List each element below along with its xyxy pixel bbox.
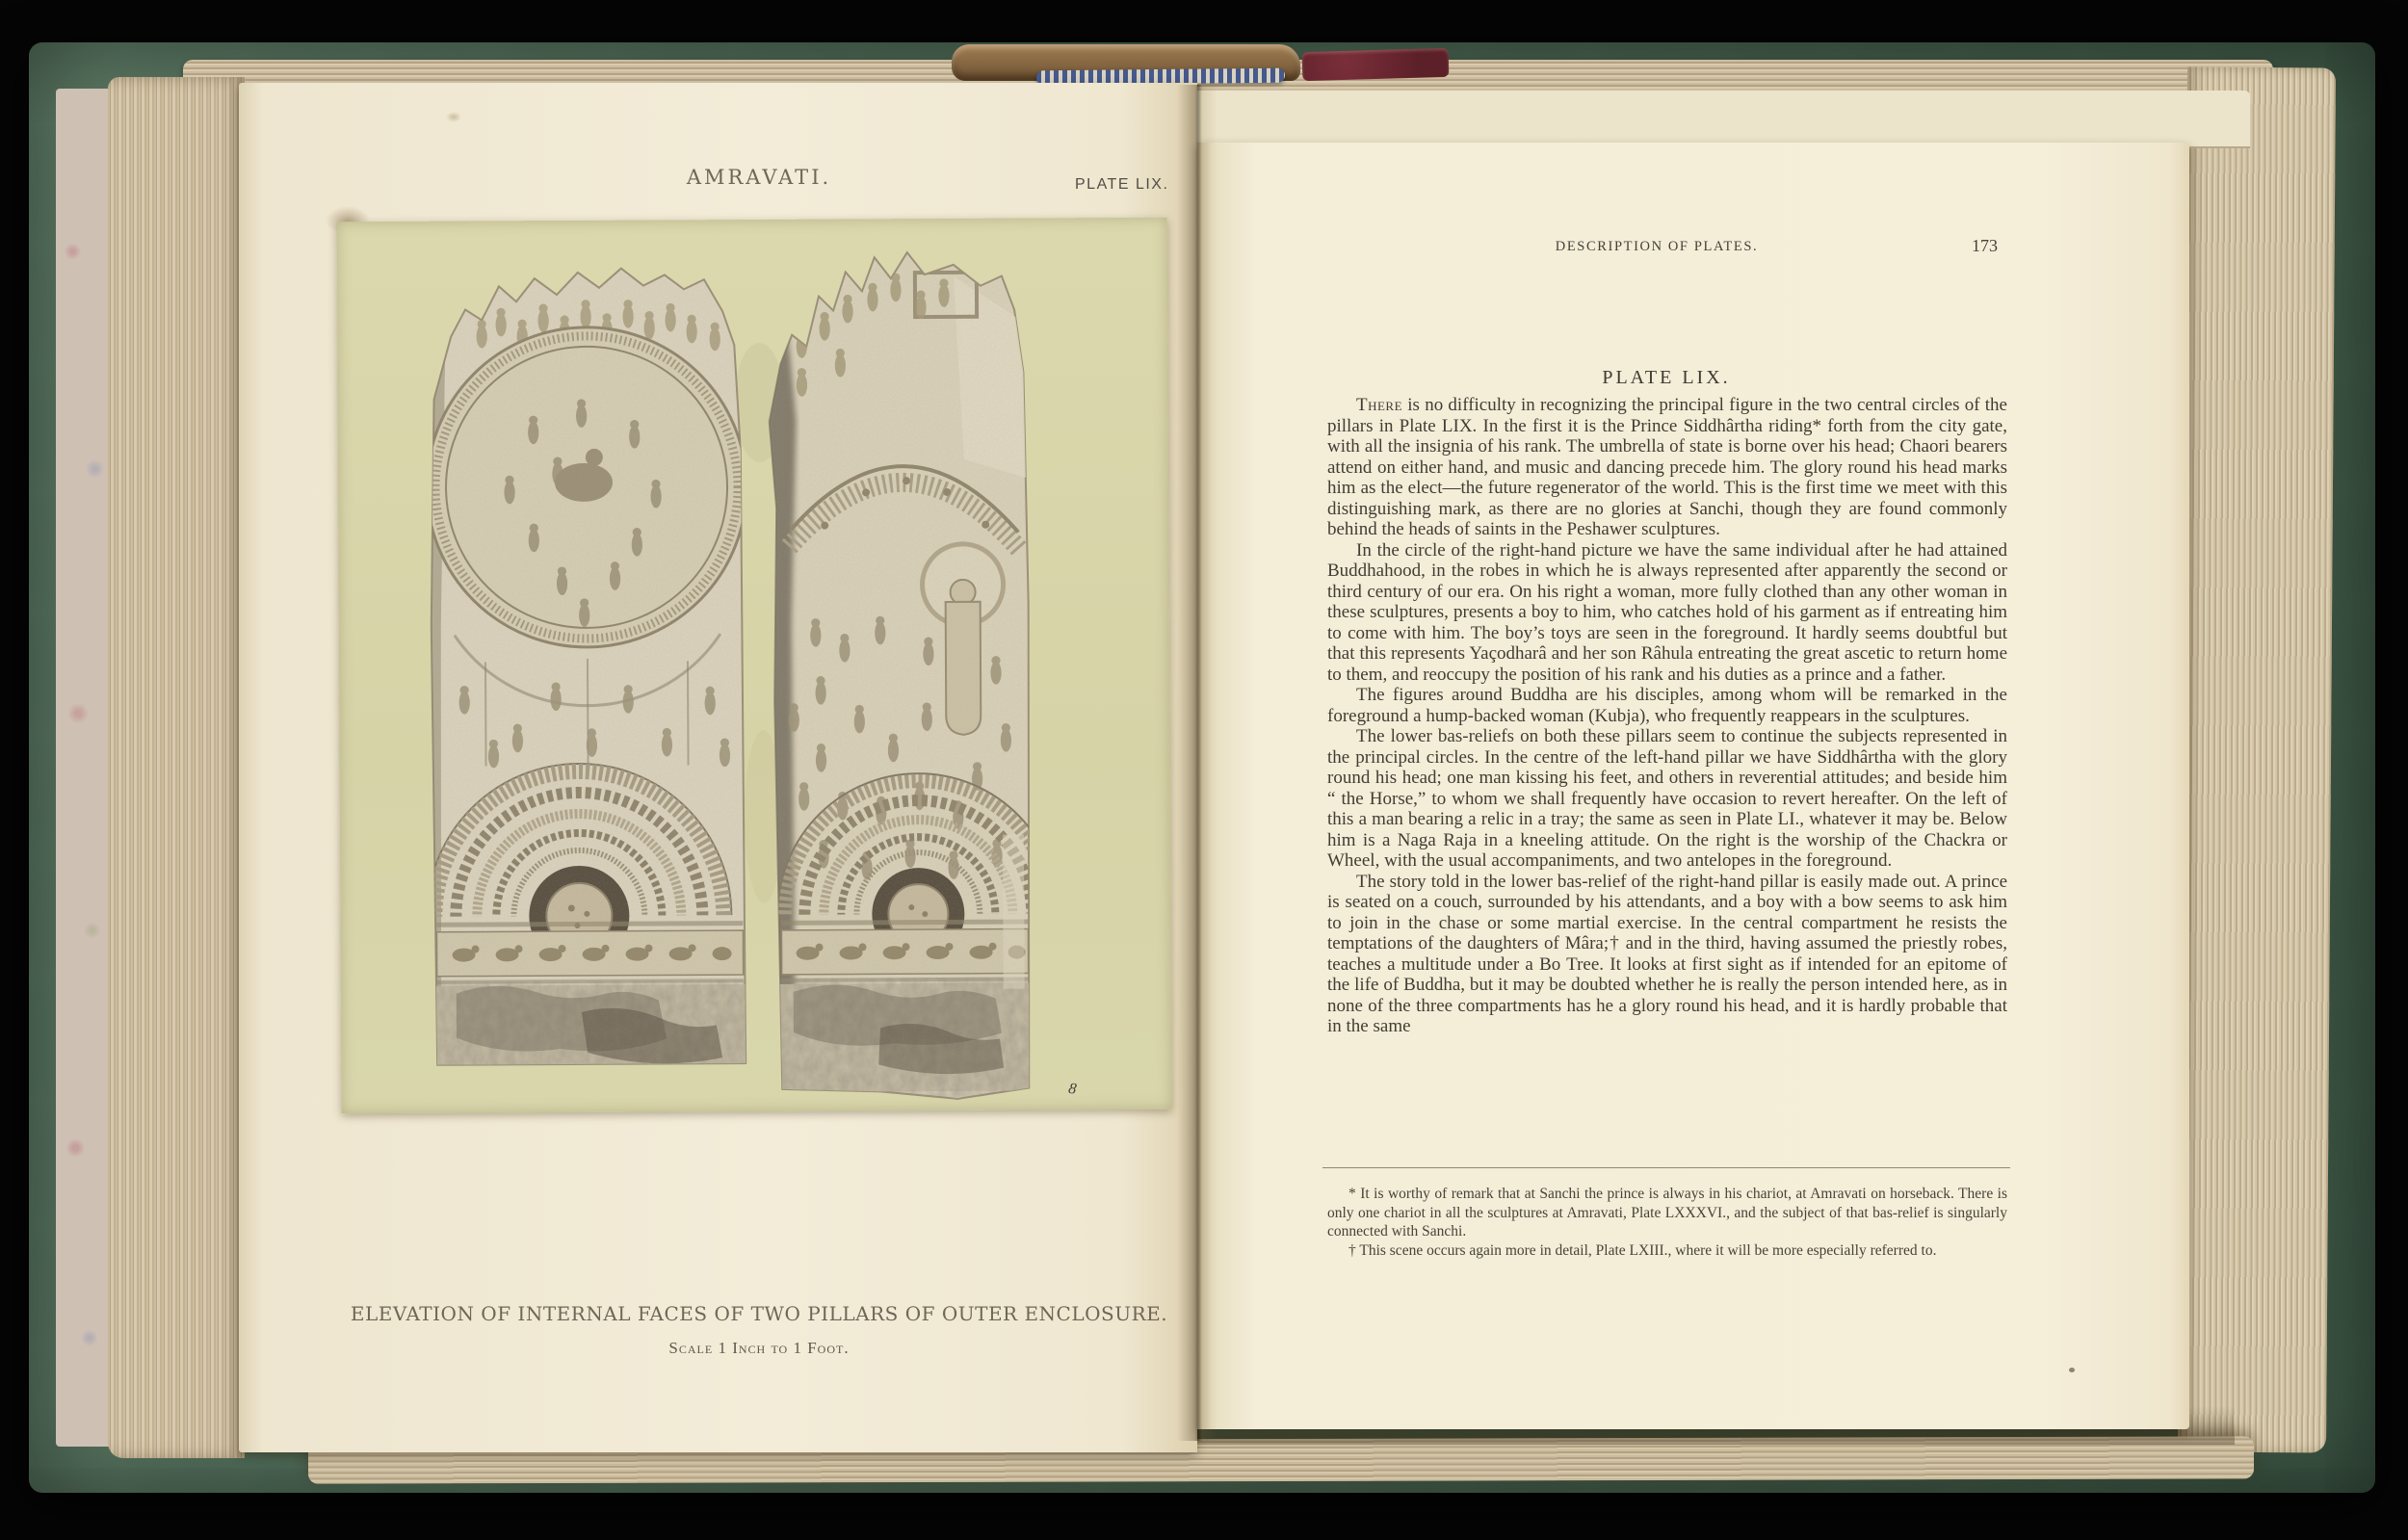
body-text <box>1327 395 2007 1037</box>
left-page-plate-label: PLATE LIX. <box>1075 176 1169 193</box>
paragraph <box>1327 872 2007 1037</box>
right-page <box>1197 143 2189 1429</box>
paragraph-text: The lower bas-reliefs on both these pillars seem to continue the subjects represented in the principal circles. In the centre of the left-hand pillar we have Siddhârtha with the glory round his head; one man kissing his feet, and others in reverential attitudes; and beside him “ the Horse,” to whom we shall frequently have occasion to revert hereafter. On the left of this a man bearing a relic in a tray; the same as seen in Plate LI., whatever it may be. Below him is a Naga Raja in a kneeling attitude. On the right is the worship of the Chackra or Wheel, with the usual accompaniments, and two antelopes in the foreground. <box>1327 726 2007 871</box>
running-header-title: DESCRIPTION OF PLATES. <box>1555 239 1759 254</box>
marbled-endpaper <box>56 89 112 1447</box>
section-heading: PLATE LIX. <box>1602 367 1731 388</box>
foxing-stain <box>446 112 461 122</box>
left-page <box>239 83 1197 1452</box>
paragraph-text: is no difficulty in recognizing the principal figure in the two central circles of the pillars in Plate LIX. In the first it is the Prince Siddhârtha riding* forth from the city gate, with all the insignia of his rank. The umbrella of state is borne over his head; Chaori bearers attend on either hand, and music and dancing precede him. The glory round his head marks him as the elect—the future regenerator of the world. This is the first time we meet with this distinguishing mark, as there are no glories at Sanchi, though they are found commonly behind the heads of saints in the Peshawer sculptures. <box>1327 395 2007 539</box>
paragraph <box>1327 726 2007 872</box>
left-page-title: AMRAVATI. <box>686 166 832 189</box>
page-stack-right <box>2178 66 2336 1452</box>
paragraph <box>1327 685 2007 726</box>
ink-speck <box>2069 1368 2075 1372</box>
pillars-illustration <box>337 218 1172 1114</box>
footnote-rule <box>1322 1167 2010 1168</box>
page-number: 173 <box>1972 236 1998 255</box>
underlying-leaf-edge <box>1197 91 2250 148</box>
gutter-shadow <box>1177 85 1217 1441</box>
plate-caption: ELEVATION OF INTERNAL FACES OF TWO PILLARS OF OUTER ENCLOSURE. <box>350 1302 1168 1325</box>
footnotes <box>1327 1185 2007 1260</box>
paragraph-text: The figures around Buddha are his disciples, among whom will be remarked in the foreground a hump-backed woman (Kubja), who frequently reappears in the sculptures. <box>1327 685 2007 726</box>
page-stack-left <box>108 77 245 1458</box>
plate-scale-caption: Scale 1 Inch to 1 Foot. <box>668 1339 850 1357</box>
spine-maroon-patch <box>1302 48 1450 81</box>
paragraph <box>1327 540 2007 686</box>
running-header <box>1327 236 2015 262</box>
footnote: † This scene occurs again more in detail, Plate LXIII., where it will be more especially referred to. <box>1348 1241 1937 1259</box>
paragraph <box>1327 395 2007 540</box>
footnote: * It is worthy of remark that at Sanchi the prince is always in his chariot, at Amravati on horseback. There is only one chariot in all the sculptures at Amravati, Plate LXXXVI., and the subject of that bas-relief is singularly connected with Sanchi. <box>1327 1186 2007 1240</box>
paragraph-lead: There <box>1356 395 1403 415</box>
paragraph-text: The story told in the lower bas-relief of the right-hand pillar is easily made out. A prince is seated on a couch, surrounded by his attendants, and a boy with a bow seems to ask him to join in the chase or some martial exercise. In the central compartment he resists the temptations of the daughters of Mâra;† and in the third, having assumed the priestly robes, teaches a multitude under a Bo Tree. It looks at first sight as if intended for an epitome of the life of Buddha, but it may be doubted whether he is really the person intended here, as in none of the three compartments has he a glory round his head, and it is hardly probable that in the same <box>1327 871 2007 1036</box>
pillar-left-illustration <box>424 262 751 1071</box>
photo-inscription-mark: 8 <box>1067 1080 1078 1098</box>
paragraph-text: In the circle of the right-hand picture we have the same individual after he had attained Buddhahood, in the robes in which he is always represented after apparently the second or third century of our era. On his right a woman, more fully clothed than any other woman in these sculptures, presents a boy to him, who catches hold of his garment as if entreating him to come with him. The boy’s toys are seen in the foreground. It hardly seems doubtful but that this represents Yaçodharâ and her son Râhula entreating the great ascetic to return home to them, and reoccupy the position of his rank and his duties as a prince and a father. <box>1327 539 2007 685</box>
pillar-right-illustration <box>765 247 1060 1102</box>
plate-photograph <box>337 218 1172 1114</box>
